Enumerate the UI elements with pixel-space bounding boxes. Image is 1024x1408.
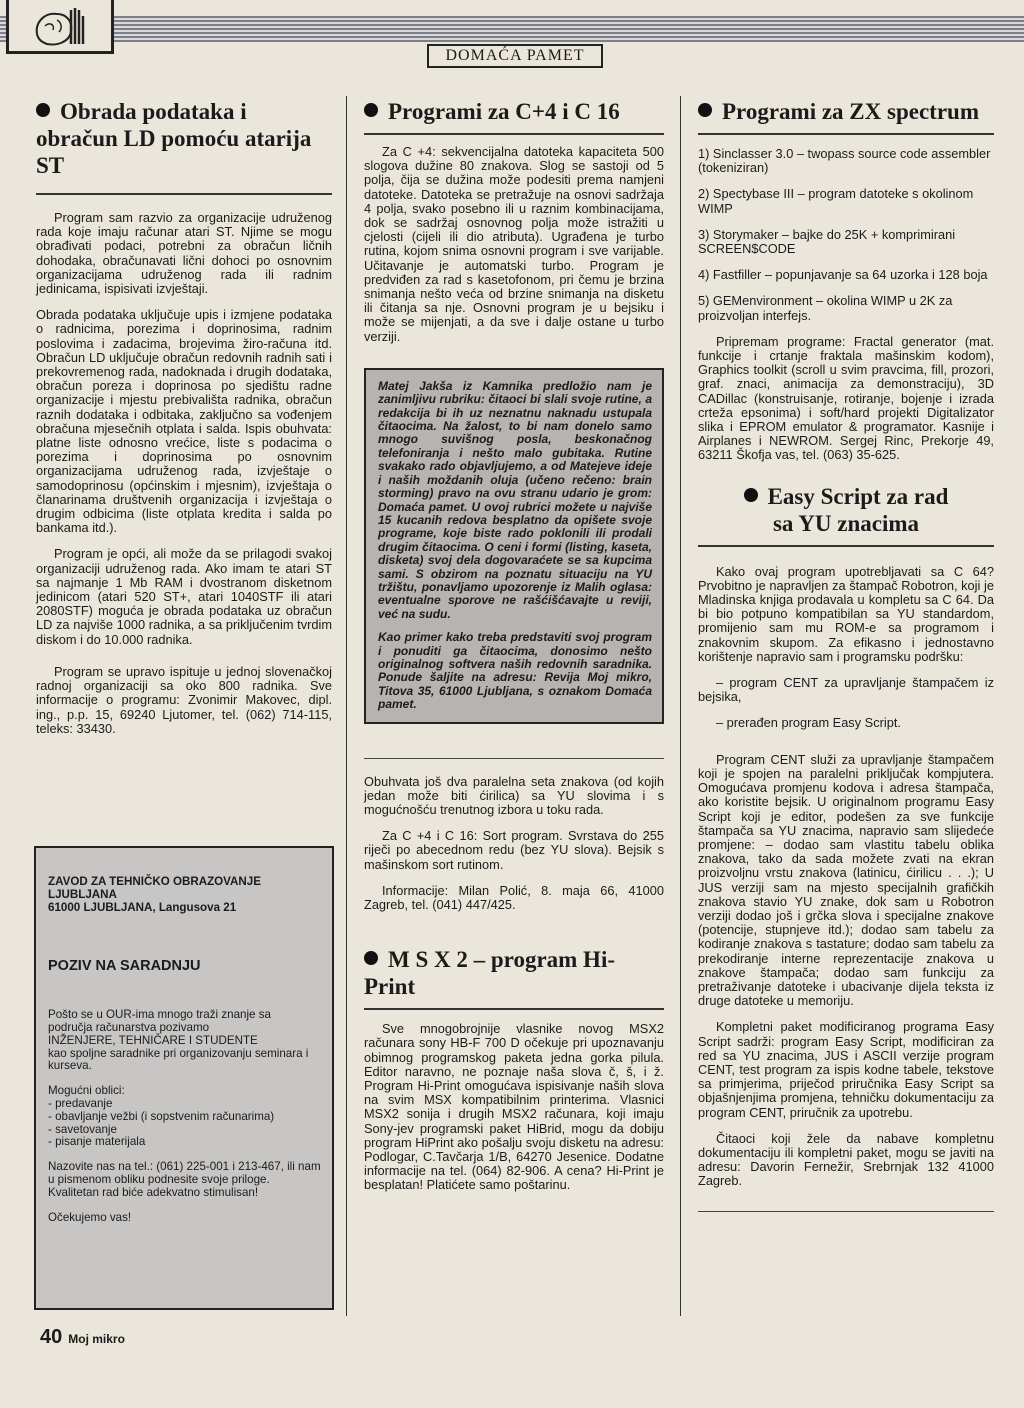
- column-divider: [680, 96, 681, 1316]
- editorial-box: [364, 368, 664, 724]
- editorial-paragraph: Kao primer kako treba predstaviti svoj program i ponuditi ga čitaocima, donosimo nešto originalnog softvera naših redovnih saradnika. Ponude šaljite na adresu: Revija Moj mikro, Titova 35, 61000 Ljubljana, s oznakom Domaća pamet.: [378, 630, 652, 712]
- column-right: [698, 98, 994, 1212]
- bullet-icon: [36, 103, 50, 117]
- page-footer: [40, 1326, 125, 1349]
- article-headline: [36, 98, 332, 179]
- article-paragraph: Kako ovaj program upotrebljavati sa C 64? Prvobitno je napravljen za štampač Robotron, koji je Mladinska knjiga prodavala u kompletu sa C 64. Da bi bio potpuno kompatibilan sa YU standardom, promijenio sam mu ROM-e sa programom i znakovnim skupom. Za efikasno i jednostavno korištenje napravio sam i programsku podršku:: [698, 563, 994, 664]
- article-paragraph: Program se upravo ispituje u jednoj slovenačkoj radnoj organizaciji sa oko 800 radnika. Sve informacije o programu: Zvonimir Makovec, dipl. ing., p.p. 15, 69240 Ljutomer, tel. (062) 714-115, teleks: 33430.: [36, 663, 332, 736]
- intro-line: INŽENJERE, TEHNIČARE I STUDENTE: [48, 1033, 258, 1047]
- bullet-line: – prerađen program Easy Script.: [716, 715, 901, 731]
- forms-list: [48, 1098, 322, 1149]
- list-item: 3) Storymaker – bajke do 25K + komprimirani SCREEN$CODE: [698, 226, 956, 257]
- divider: [698, 133, 994, 135]
- article-paragraph: Sve mnogobrojnije vlasnike novog MSX2 računara sony HB-F 700 D očekuje pri upoznavanju obimnog programskog paketa jedna gorka pilula. Editor naravno, ne poznaje naša slova č, š, i ž. Program Hi-Print omogućava ispisivanje naših slova na svim MSX kompatibilnim printerima. Vlasnici MSX2 sonija i drugih MSX2 računara, koji imaju Sony-jev programski paket HiBrid, mogu da dobiju program HiPrint ako pošalju svoju disketu na adresu: Podlogar, C.Tavčarja 1/B, 64270 Jesenice. Dodatne informacije na tel. (064) 82-906. A cena? Hi-Print je besplatan! Platićete samo poštarinu.: [364, 1021, 664, 1193]
- section-label: DOMAĆA PAMET: [427, 44, 603, 68]
- brain-hand-icon: [31, 4, 91, 50]
- column-middle: [364, 98, 664, 1205]
- article-headline: [698, 483, 994, 537]
- article-title: sa YU znacima: [772, 510, 920, 536]
- bullet-icon: [744, 488, 758, 502]
- closing-text: Očekujemo vas!: [48, 1210, 132, 1224]
- contact-text: Nazovite nas na tel.: (061) 225-001 i 213-467, ili nam u pismenom obliku podnesite svoje priloge. Kvalitetan rad biće adekvatno stimulisan!: [48, 1160, 321, 1199]
- article-title: Programi za C+4 i C 16: [388, 99, 620, 124]
- article-paragraph: Program sam razvio za organizacije udruženog rada koje imaju računar atari ST. Njime se mogu obrađivati podaci, potrebni za obračun ličnih dohodaka, obračunavati lični dohoci po osnovnim organizacijama udruženog rada ili radnim jedinicama, ispisivati izvještaji.: [36, 210, 332, 297]
- intro-line: Pošto se u OUR-ima mnogo traži znanje sa: [48, 1008, 271, 1022]
- article-paragraph: Obuhvata još dva paralelna seta znakova (od kojih jedan može biti ćirilica) sa YU slovima i s mogućnošću trenutnog izbora u toku rada.: [364, 773, 664, 817]
- intro-line: kao spoljne saradnike pri organizovanju seminara i kurseva.: [48, 1046, 309, 1073]
- column-left: [36, 98, 332, 748]
- article-paragraph: Pripremam programe: Fractal generator (mat. funkcije i crtanje fraktala mašinskim kodom), Graphics toolkit (scroll u svim pravcima, fill, prozori, graf. znaci, animacija za demonstraciju), 3D CADillac (konstruisanje, rotiranje, bojenje i izrada crteža epsonima) i soft/hard projekti Digitalizator slika i EPROM emulator & programator. Kasnije i Airplanes i NEWROM. Sergej Rinc, Prekorje 49, 63211 Škofja vas, tel. (063) 35-625.: [698, 333, 994, 463]
- article-title: Programi za ZX spectrum: [722, 99, 979, 124]
- article-title: Obrada podataka i obračun LD pomoću atarija ST: [36, 99, 312, 178]
- intro-line: područja računarstva pozivamo: [48, 1020, 210, 1034]
- magazine-name: Moj mikro: [68, 1332, 125, 1346]
- bullet-line: – program CENT za upravljanje štampačem iz bejsika,: [698, 675, 994, 705]
- article-paragraph: Čitaoci koji žele da nabave kompletnu dokumentaciju ili kompletni paket, mogu se javiti na adresu: Davorin Fernežir, Srebrnjak 132 41000 Zagreb.: [698, 1130, 994, 1189]
- article-paragraph: Obrada podataka uključuje upis i izmjene podataka o radnicima, porezima i doprinosima, radnim poslovima i zadacima, brojevima žiro-računa itd. Obračun LD uključuje obračun redovnih radnih sati i prekovremenog rada, nadoknada i drugih dodataka, obračun poreza i doprinosa po sjedištu radne organizacije i mjestu prebivališta radnika, obračun raznih dodataka i odbitaka, zaključno sa vođenjem obračuna mjesečnih otplata i salda. Ispis obuhvata: platne liste odnosno vrećice, liste s podacima o porezima i doprinosima po osnovnim organizacijama udruženog rada, izvještaje o samodoprinosu (općinskim i mjesnim), izvještaja o članarinama društvenih organizacija i izvještaja o drugim odbicima (liste otplata kredita i salda po bankama itd.).: [36, 307, 332, 536]
- article-paragraph: Kompletni paket modificiranog programa Easy Script sadrži: program Easy Script, modificiran za red sa YU znacima, JUS i ASCII verzije program CENT, test program za ispis kodne tabele, tekstove sa primjerima, priječod priručnika Easy Script sa objašnjenjima promjena, tehničku dokumentaciju za program CENT, priručnik za upotrebu.: [698, 1019, 994, 1120]
- page-number: 40: [40, 1326, 63, 1348]
- list-item: 5) GEMenvironment – okolina WIMP u 2K za proizvoljan interfejs.: [698, 293, 953, 323]
- bullet-icon: [698, 103, 712, 117]
- list-item: 4) Fastfiller – popunjavanje sa 64 uzorka i 128 boja: [698, 267, 988, 283]
- article-headline: [698, 98, 994, 125]
- list-item: - predavanje: [48, 1096, 113, 1110]
- column-divider: [346, 96, 347, 1316]
- rubric-logo: [6, 0, 114, 54]
- header-stripe-bar: [0, 16, 1024, 42]
- org-line: ZAVOD ZA TEHNIČKO OBRAZOVANJE: [48, 875, 261, 888]
- divider: [698, 545, 994, 547]
- article-paragraph: Informacije: Milan Polić, 8. maja 66, 41000 Zagreb, tel. (041) 447/425.: [364, 882, 664, 913]
- editorial-paragraph: Matej Jakša iz Kamnika predložio nam je zanimljivu rubriku: čitaoci bi slali svoje rutine, a redakcija bi ih uz neznatnu naknadu ustupala čitaocima. Na žalost, to bi nam donelo samo mnogo suvišnog posla, beskonačnog telefoniranja i nešto malo gubitaka. Rutine svakako rado objavljujemo, a od Matejeve ideje i naših moždanih oluja (učeno rečeno: brain storming) pravo na ovu stranu udario je grom: Domaća pamet. U ovoj rubrici možete u najviše 15 kucanih redova besplatno da opišete svoje programe, koje biste rado poklonili ili prodali drugim čitaocima. O ceni i formi (listing, kaseta, disketa) svoj dela dogovaraćete se sa kupcima sami. S obzirom na poznatu situaciju na YU tržištu, ponavljamo upozorenje iz Malih oglasa: eventualne sporove ne rašćišćavajte u reviji, već na sudu.: [378, 378, 652, 621]
- article-title: M S X 2 – program Hi-Print: [364, 947, 616, 1000]
- org-line: LJUBLJANA: [48, 887, 117, 901]
- call-intro: [48, 1009, 322, 1073]
- article-paragraph: Za C +4: sekvencijalna datoteka kapaciteta 500 slogova dužine 80 znakova. Slog se sastoji od 5 polja, čija se dužina može podesiti prema namjeni datoteke. Datoteka se pretražuje na osnovi sadržaja 4 polja, svako posebno ili u raznim kombinacijama, dok se sadržaj osnovnog polja može istražiti u cjelosti (cijeli ili dio atributa). Ugrađena je turbo rutina, kojom snima osnovni program i sve varijable. Učitavanje je automatski turbo. Program je predviđen za rad s kasetofonom, pri čemu je brzina snimanja nešto veća od brzine snimanja na disketu ili čitanja sa nje. Osnovni program je u bejsiku i može se mijenjati, a da sve i dalje ostane u turbo verziji.: [364, 144, 664, 344]
- org-line: 61000 LJUBLJANA, Langusova 21: [48, 900, 237, 914]
- list-item: - pisanje materijala: [48, 1135, 146, 1149]
- divider: [364, 1008, 664, 1010]
- divider: [364, 758, 664, 759]
- article-paragraph: Program je opći, ali može da se prilagodi svakoj organizaciji udruženog rada. Ako imam te atari ST sa najmanje 1 Mb RAM i dvostranom disketnom jedinicom (atari 520 ST+, atari 1040STF ili atari 2080STF) moguća je obrada podataka uz obračun LD za najviše 1000 radnika, a sa priključenim tvrdim diskom i do 10.000 radnika.: [36, 546, 332, 647]
- call-for-collaboration-box: [34, 846, 334, 1310]
- article-headline: [364, 946, 664, 1000]
- article-title: Easy Script za rad: [767, 483, 949, 509]
- bullet-icon: [364, 951, 378, 965]
- list-item: 1) Sinclasser 3.0 – twopass source code assembler (tokeniziran): [698, 146, 991, 176]
- divider: [36, 193, 332, 195]
- list-item: 2) Spectybase III – program datoteke s okolinom WIMP: [698, 186, 974, 216]
- program-list: [698, 147, 994, 323]
- divider: [698, 1211, 994, 1212]
- call-title: POZIV NA SARADNJU: [48, 958, 201, 975]
- article-paragraph: Za C +4 i C 16: Sort program. Svrstava do 255 riječi po abecednom redu (bez YU slova). Bejsik s mašinskom sort rutinom.: [364, 828, 664, 872]
- bullet-icon: [364, 103, 378, 117]
- article-paragraph: Program CENT služi za upravljanje štampačem koji je spojen na paralelni priključak kompjutera. Omogućava promjenu kodova i adresa štampača, ako koristite bejsik. U originalnom programu Easy Script koji je editor, podešen za sve funkcije štampača sa YU znacima, napravio sam slijedeće promjene: – dodao sam vlastitu tabelu oblika znakova, tako da sada možete zvati na ekran proizvoljnu vrstu znakova (latinicu, ćirilicu . . .); U JUS verziji sam na mjesto specijalnih grafičkih znakova stavio YU znake, dok sam u Robotron verziji dodao još i grčka slova i specijalne znakove (potencije, stupnjeve itd.); dodao sam tabelu za kodiranje znakova s tastature; dodao sam tabelu za prekodiranje interne reprezentacije znakova u znakove štampača; dodao sam funkciju za pretraživanje datoteke i ubacivanje dijela teksta iz druge datoteke u memoriju.: [698, 751, 994, 1009]
- divider: [364, 133, 664, 135]
- list-item: - obavljanje vežbi (i sopstvenim računarima): [48, 1109, 275, 1123]
- list-item: - savetovanje: [48, 1122, 117, 1136]
- forms-label: Mogućni oblici:: [48, 1084, 125, 1098]
- article-headline: [364, 98, 664, 125]
